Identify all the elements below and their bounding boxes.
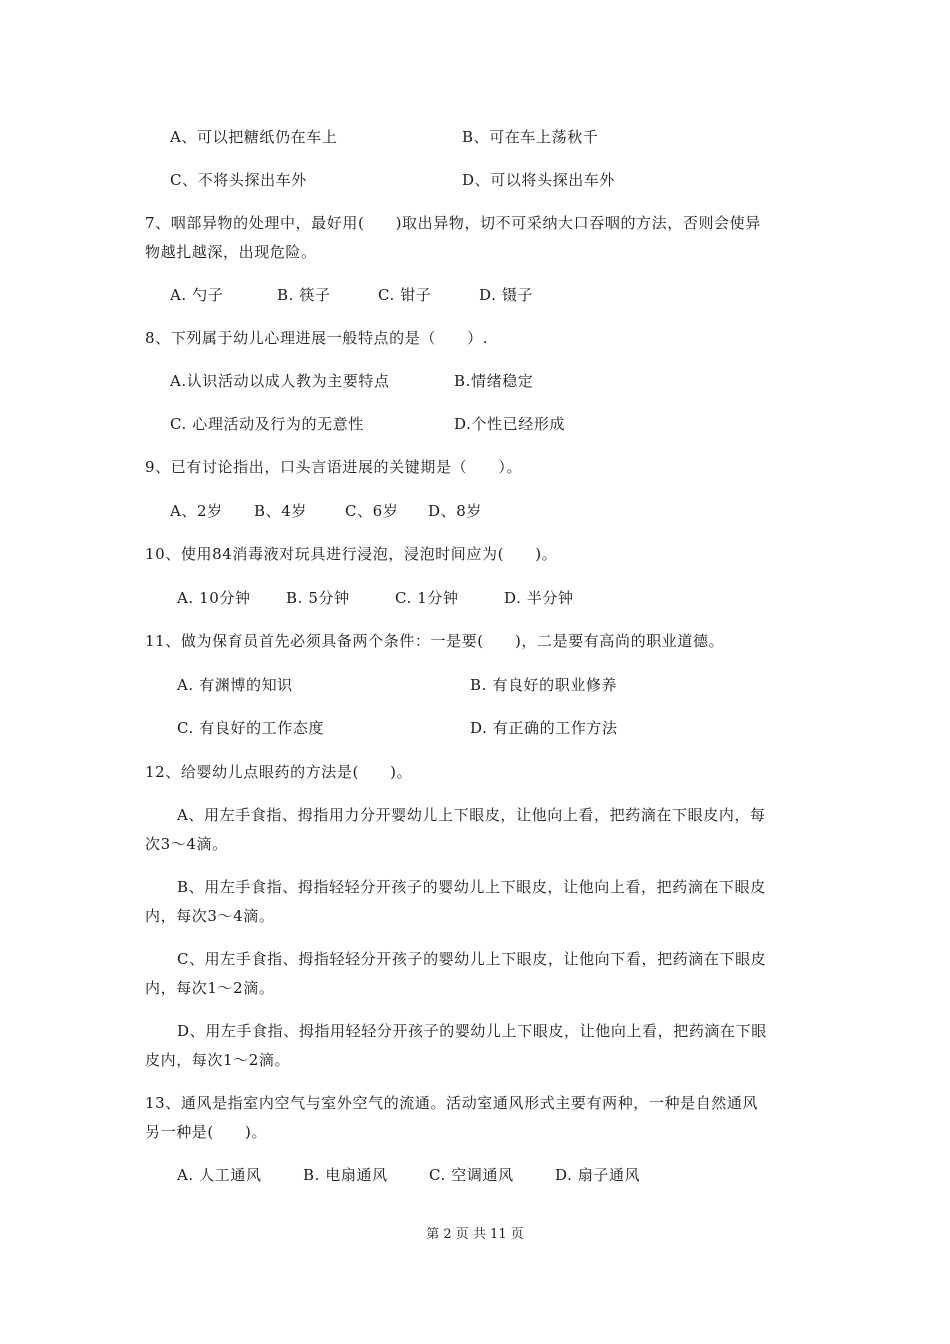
- q10-option-c: C. 1分钟: [395, 589, 459, 607]
- q11-option-d: D. 有正确的工作方法: [470, 719, 618, 737]
- q12-option-c-line1: C、用左手食指、拇指轻轻分开孩子的婴幼儿上下眼皮，让他向下看，把药滴在下眼皮: [177, 950, 767, 968]
- q8-option-a: A.认识活动以成人教为主要特点: [170, 372, 390, 390]
- q7-option-c: C. 钳子: [378, 286, 432, 304]
- q6-option-b: B、可在车上荡秋千: [462, 128, 599, 146]
- q12-option-b-line1: B、用左手食指、拇指轻轻分开孩子的婴幼儿上下眼皮，让他向上看，把药滴在下眼皮: [177, 878, 766, 896]
- q13-option-c: C. 空调通风: [429, 1166, 514, 1184]
- q8-stem: 8、下列属于幼儿心理进展一般特点的是（ ）.: [145, 329, 489, 347]
- q6-option-a: A、可以把糖纸仍在车上: [170, 128, 338, 146]
- q13-option-b: B. 电扇通风: [303, 1166, 388, 1184]
- q12-option-b-line2: 内，每次3～4滴。: [145, 907, 275, 925]
- q6-option-d: D、可以将头探出车外: [462, 171, 616, 189]
- q9-option-a: A、2岁: [170, 502, 223, 520]
- q9-option-d: D、8岁: [428, 502, 482, 520]
- page-number-footer: 第 2 页 共 11 页: [426, 1227, 524, 1242]
- q8-option-b: B.情绪稳定: [454, 372, 534, 390]
- q7-stem-line1: 7、咽部异物的处理中，最好用( )取出异物，切不可采纳大口吞咽的方法，否则会使异: [145, 214, 761, 232]
- q12-option-a-line1: A、用左手食指、拇指用力分开婴幼儿上下眼皮，让他向上看，把药滴在下眼皮内，每: [177, 806, 766, 824]
- q6-option-c: C、不将头探出车外: [170, 171, 307, 189]
- q10-option-a: A. 10分钟: [177, 589, 251, 607]
- q10-stem: 10、使用84消毒液对玩具进行浸泡，浸泡时间应为( )。: [145, 545, 558, 563]
- q7-option-a: A. 勺子: [170, 286, 224, 304]
- q11-option-c: C. 有良好的工作态度: [177, 719, 325, 737]
- q12-stem: 12、给婴幼儿点眼药的方法是( )。: [145, 763, 413, 781]
- q11-stem: 11、做为保育员首先必须具备两个条件：一是要( )，二是要有高尚的职业道德。: [145, 632, 725, 650]
- q9-stem: 9、已有讨论指出，口头言语进展的关键期是（ ）。: [145, 458, 523, 476]
- q12-option-c-line2: 内，每次1～2滴。: [145, 979, 275, 997]
- q10-option-b: B. 5分钟: [286, 589, 350, 607]
- q7-option-d: D. 镊子: [479, 286, 534, 304]
- q11-option-b: B. 有良好的职业修养: [470, 676, 618, 694]
- q12-option-a-line2: 次3～4滴。: [145, 835, 228, 853]
- q10-option-d: D. 半分钟: [504, 589, 574, 607]
- q8-option-d: D.个性已经形成: [454, 415, 566, 433]
- q13-option-a: A. 人工通风: [177, 1166, 262, 1184]
- q9-option-b: B、4岁: [254, 502, 307, 520]
- q9-option-c: C、6岁: [345, 502, 399, 520]
- q13-option-d: D. 扇子通风: [555, 1166, 641, 1184]
- q13-stem-line1: 13、通风是指室内空气与室外空气的流通。活动室通风形式主要有两种，一种是自然通风: [145, 1094, 759, 1112]
- q11-option-a: A. 有渊博的知识: [177, 676, 293, 694]
- q12-option-d-line2: 皮内，每次1～2滴。: [145, 1051, 291, 1069]
- q13-stem-line2: 另一种是( )。: [145, 1123, 268, 1141]
- q8-option-c: C. 心理活动及行为的无意性: [170, 415, 364, 433]
- q7-stem-line2: 物越扎越深，出现危险。: [145, 243, 317, 261]
- q7-option-b: B. 筷子: [277, 286, 331, 304]
- q12-option-d-line1: D、用左手食指、拇指用轻轻分开孩子的婴幼儿上下眼皮，让他向上看，把药滴在下眼: [177, 1022, 767, 1040]
